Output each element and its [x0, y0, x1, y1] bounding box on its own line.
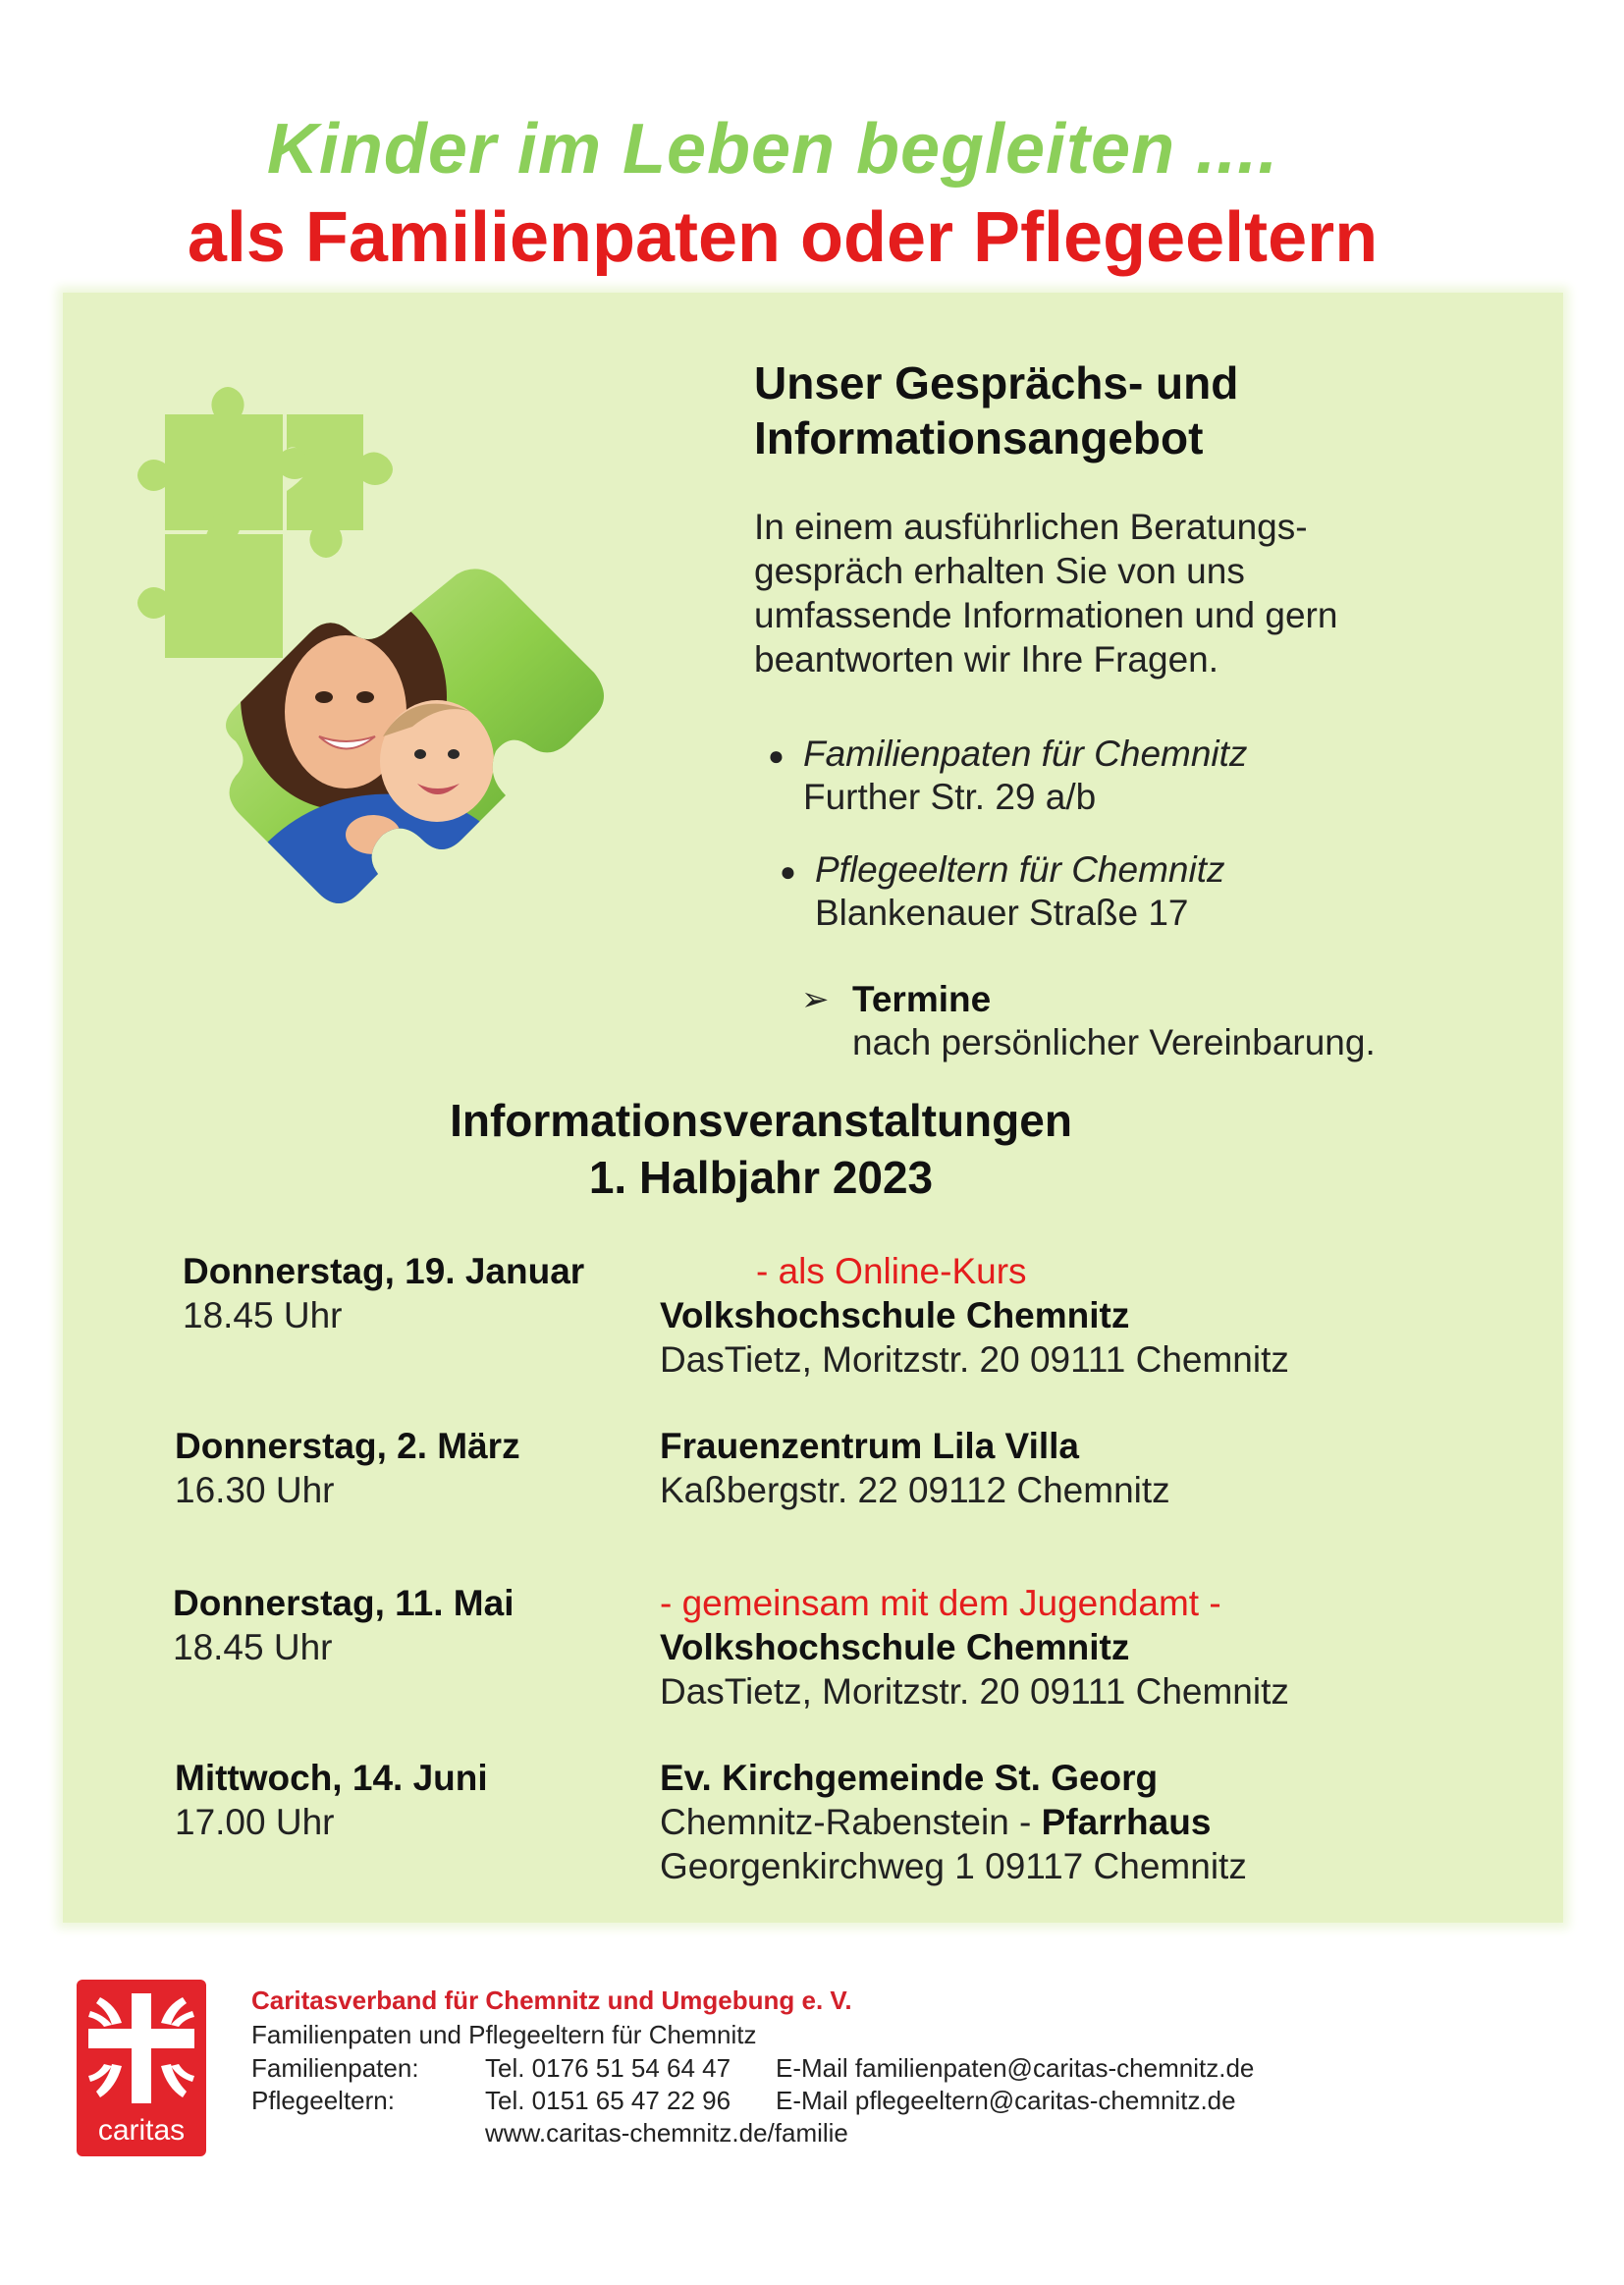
termine-title: Termine: [852, 979, 992, 1019]
event-day: Mittwoch, 14. Juni: [175, 1758, 488, 1798]
title-line-2: als Familienpaten oder Pflegeeltern: [187, 198, 1379, 277]
title-line-1: Kinder im Leben begleiten ....: [266, 110, 1279, 189]
event-place: Volkshochschule Chemnitz: [660, 1627, 1130, 1667]
offer-heading-line-2: Informationsangebot: [754, 412, 1204, 463]
footer-subtitle: Familienpaten und Pflegeeltern für Chemnitz: [251, 2020, 757, 2049]
event-day: Donnerstag, 2. März: [175, 1426, 520, 1466]
item-title: Pflegeeltern für Chemnitz: [815, 849, 1225, 890]
event-address-prefix: Chemnitz-Rabenstein -: [660, 1802, 1042, 1842]
arrow-bullet-icon: ➢: [801, 981, 830, 1018]
termine-text: nach persönlicher Vereinbarung.: [852, 1022, 1376, 1062]
footer-tel-familienpaten[interactable]: Tel. 0176 51 54 64 47: [485, 2053, 731, 2083]
event-address-2: Georgenkirchweg 1 09117 Chemnitz: [660, 1846, 1247, 1886]
event-place: Ev. Kirchgemeinde St. Georg: [660, 1758, 1159, 1798]
event-place: Frauenzentrum Lila Villa: [660, 1426, 1079, 1466]
footer-label-pflegeeltern: Pflegeeltern:: [251, 2086, 395, 2115]
offer-termine: [801, 978, 1540, 1064]
event-address: [660, 1800, 1445, 1844]
footer-email-pflegeeltern[interactable]: E-Mail pflegeeltern@caritas-chemnitz.de: [776, 2086, 1236, 2115]
bullet-icon: ●: [780, 856, 796, 887]
event-time: 17.00 Uhr: [175, 1802, 335, 1842]
item-address: Blankenauer Straße 17: [815, 893, 1189, 933]
footer-website-link[interactable]: www.caritas-chemnitz.de/familie: [485, 2118, 848, 2148]
intro-line: beantworten wir Ihre Fragen.: [754, 639, 1219, 680]
event-3-date: [173, 1581, 615, 1669]
caritas-flame-cross-icon: [82, 1987, 200, 2109]
item-address: Further Str. 29 a/b: [803, 777, 1097, 817]
event-address: DasTietz, Moritzstr. 20 09111 Chemnitz: [660, 1671, 1289, 1712]
event-note: - gemeinsam mit dem Jugendamt -: [660, 1583, 1221, 1623]
offer-item-pflegeeltern: [780, 848, 1502, 935]
event-note: - als Online-Kurs: [756, 1251, 1027, 1291]
offer-item-familienpaten: [768, 733, 1490, 819]
event-4-location: [660, 1756, 1445, 1888]
events-heading: [295, 1092, 1227, 1206]
events-heading-line-2: 1. Halbjahr 2023: [588, 1152, 934, 1203]
intro-line: umfassende Informationen und gern: [754, 595, 1338, 635]
event-time: 16.30 Uhr: [175, 1470, 335, 1510]
offer-heading-line-1: Unser Gesprächs- und: [754, 357, 1239, 408]
event-address: Kaßbergstr. 22 09112 Chemnitz: [660, 1470, 1170, 1510]
event-3-location: [660, 1581, 1445, 1714]
caritas-logo: [77, 1980, 206, 2156]
footer-org: Caritasverband für Chemnitz und Umgebung e. V.: [251, 1986, 852, 2015]
footer-label-familienpaten: Familienpaten:: [251, 2053, 419, 2083]
offer-heading: [754, 355, 1540, 465]
puzzle-graphic: [118, 373, 628, 962]
event-time: 18.45 Uhr: [173, 1627, 333, 1667]
event-1-location: [660, 1249, 1445, 1382]
offer-intro: [754, 505, 1540, 681]
intro-line: gespräch erhalten Sie von uns: [754, 551, 1245, 591]
events-heading-line-1: Informationsveranstaltungen: [450, 1095, 1072, 1146]
event-2-date: [175, 1424, 617, 1512]
bullet-icon: ●: [768, 740, 785, 771]
event-address: DasTietz, Moritzstr. 20 09111 Chemnitz: [660, 1339, 1289, 1380]
event-address-bold: Pfarrhaus: [1041, 1802, 1212, 1842]
intro-line: In einem ausführlichen Beratungs-: [754, 507, 1308, 547]
event-time: 18.45 Uhr: [183, 1295, 343, 1335]
event-day: Donnerstag, 19. Januar: [183, 1251, 585, 1291]
caritas-logo-text: caritas: [97, 2114, 186, 2147]
puzzle-pieces: [137, 387, 393, 658]
footer-email-familienpaten[interactable]: E-Mail familienpaten@caritas-chemnitz.de: [776, 2053, 1255, 2083]
footer-tel-pflegeeltern[interactable]: Tel. 0151 65 47 22 96: [485, 2086, 731, 2115]
event-4-date: [175, 1756, 617, 1844]
item-title: Familienpaten für Chemnitz: [803, 734, 1248, 774]
event-1-date: [183, 1249, 624, 1337]
event-2-location: [660, 1424, 1445, 1512]
event-day: Donnerstag, 11. Mai: [173, 1583, 514, 1623]
event-place: Volkshochschule Chemnitz: [660, 1295, 1130, 1335]
